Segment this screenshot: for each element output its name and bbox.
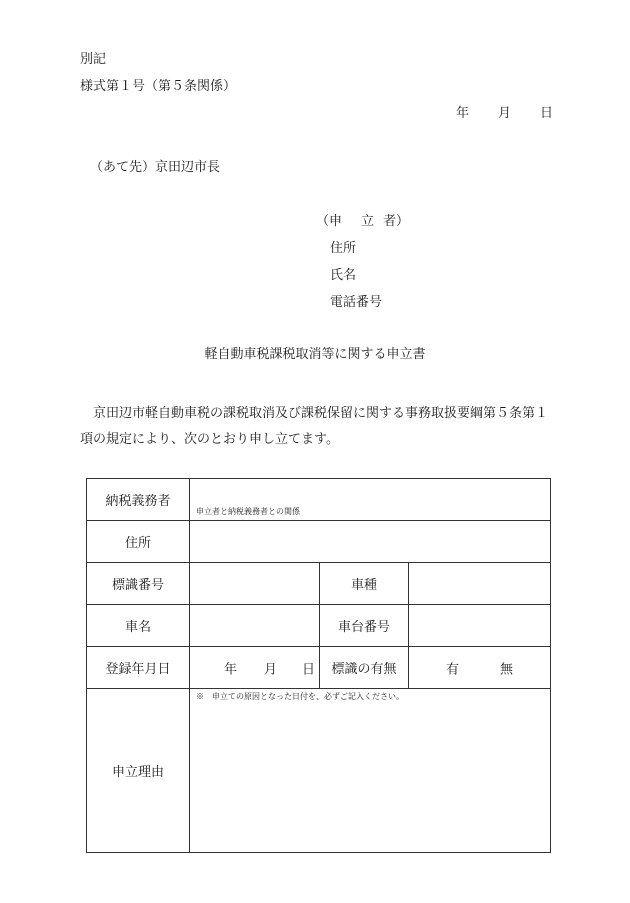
document-title: 軽自動車税課税取消等に関する申立書: [204, 347, 426, 362]
date-day: 日: [540, 106, 554, 121]
vehicle-name-label: 車名: [87, 605, 190, 647]
chassis-number-field[interactable]: [409, 605, 551, 647]
date-month: 月: [498, 106, 512, 121]
plate-presence-yes[interactable]: 有: [446, 662, 460, 677]
applicant-address-label: 住所: [330, 241, 357, 256]
appendix-label: 別記: [80, 52, 107, 67]
taxpayer-relation-note: 申立者と納税義務者との関係: [196, 507, 300, 516]
applicant-phone-label: 電話番号: [330, 295, 383, 310]
plate-presence-no[interactable]: 無: [500, 662, 514, 677]
table-row-plate: [87, 563, 551, 605]
applicant-name-label: 氏名: [330, 268, 357, 283]
registration-year: 年: [224, 662, 238, 677]
date-year: 年: [456, 106, 470, 121]
taxpayer-field[interactable]: [190, 479, 551, 521]
plate-presence-field[interactable]: [409, 647, 551, 689]
table-row-taxpayer: [87, 479, 551, 521]
document-body: 京田辺市軽自動車税の課税取消及び課税保留に関する事務取扱要綱第５条第１項の規定により、次のとおり申し立てます。: [80, 406, 549, 447]
table-row-vehicle: [87, 605, 551, 647]
reason-note: ※ 申立ての原因となった日付を、必ずご記入ください。: [196, 692, 404, 701]
applicant-heading-open: （申: [316, 214, 343, 229]
form-number: 様式第１号（第５条関係）: [80, 79, 237, 94]
reason-field[interactable]: [190, 689, 551, 853]
vehicle-name-field[interactable]: [190, 605, 320, 647]
application-form-table: [86, 478, 551, 853]
applicant-heading-mid: 立: [361, 214, 375, 229]
taxpayer-label: 納税義務者: [87, 479, 190, 521]
addressee: （あて先）京田辺市長: [90, 160, 221, 175]
applicant-heading-close: 者）: [383, 214, 410, 229]
registration-date-label: 登録年月日: [87, 647, 190, 689]
registration-date-field[interactable]: [190, 647, 320, 689]
plate-number-label: 標識番号: [87, 563, 190, 605]
address-field[interactable]: [190, 521, 551, 563]
table-row-registration: [87, 647, 551, 689]
registration-month: 月: [264, 662, 278, 677]
reason-label: 申立理由: [87, 689, 190, 853]
vehicle-type-label: 車種: [320, 563, 409, 605]
chassis-number-label: 車台番号: [320, 605, 409, 647]
vehicle-type-field[interactable]: [409, 563, 551, 605]
plate-presence-label: 標識の有無: [320, 647, 409, 689]
plate-number-field[interactable]: [190, 563, 320, 605]
registration-day: 日: [302, 662, 316, 677]
table-row-address: [87, 521, 551, 563]
table-row-reason: [87, 689, 551, 853]
address-label: 住所: [87, 521, 190, 563]
